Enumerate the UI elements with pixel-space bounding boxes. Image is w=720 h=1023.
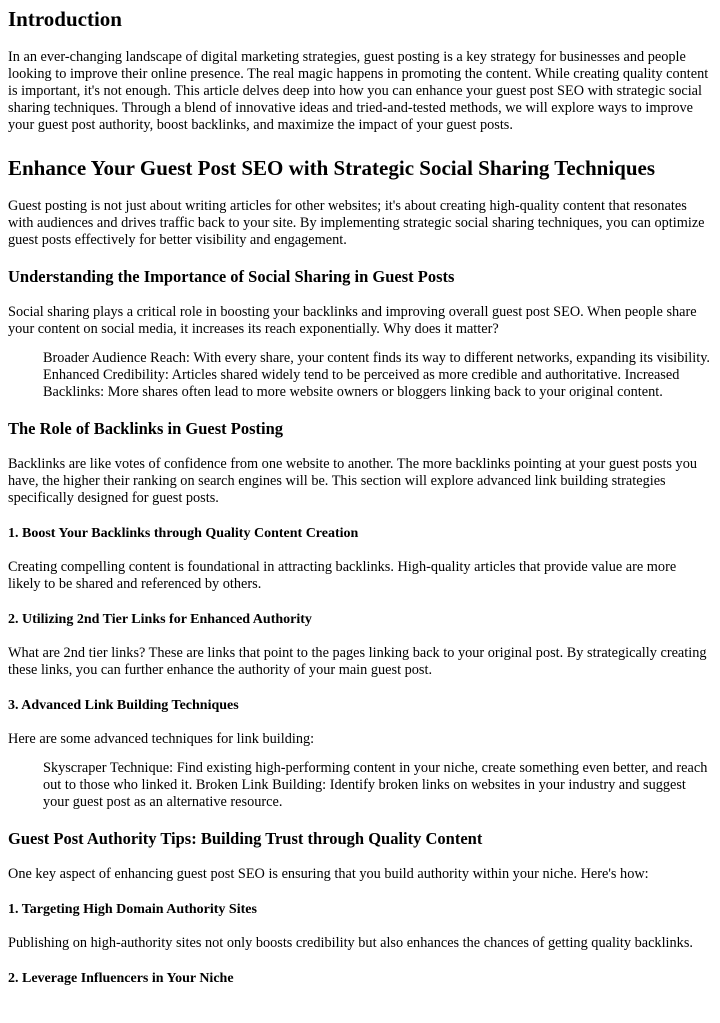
paragraph-boost-backlinks: Creating compelling content is foundational in attracting backlinks. High-quality articles that provide value are more likely to be shared and referenced by others.	[8, 559, 677, 592]
heading-role-of-backlinks: The Role of Backlinks in Guest Posting	[8, 419, 284, 438]
paragraph-advanced-link-building: Here are some advanced techniques for link building:	[8, 731, 315, 747]
list-social-sharing-benefits: Broader Audience Reach: With every share, your content finds its way to different networks, expanding its visibility. Enhanced Credibility: Articles shared widely tend to be perceived as more credible and authoritative. Increased Backlinks: More shares often lead to more website owners or bloggers linking back to your original content.	[43, 350, 710, 400]
paragraph-role-of-backlinks: Backlinks are like votes of confidence from one website to another. The more backlinks pointing at your guest posts you have, the higher their ranking on search engines will be. This section will explore advanced link building strategies specifically designed for guest posts.	[8, 456, 698, 506]
heading-boost-backlinks: 1. Boost Your Backlinks through Quality Content Creation	[8, 526, 359, 541]
heading-high-domain-authority: 1. Targeting High Domain Authority Sites	[8, 902, 257, 917]
paragraph-high-domain-authority: Publishing on high-authority sites not only boosts credibility but also enhances the chances of getting quality backlinks.	[8, 935, 693, 951]
heading-leverage-influencers: 2. Leverage Influencers in Your Niche	[8, 971, 234, 986]
heading-social-sharing-importance: Understanding the Importance of Social Sharing in Guest Posts	[8, 267, 455, 286]
heading-enhance-guest-post-seo: Enhance Your Guest Post SEO with Strategic Social Sharing Techniques	[8, 156, 656, 180]
list-link-building-techniques: Skyscraper Technique: Find existing high-performing content in your niche, create something even better, and reach out to those who linked it. Broken Link Building: Identify broken links on websites in your industry and suggest your guest post as an alternative resource.	[43, 760, 708, 810]
heading-introduction: Introduction	[8, 7, 122, 31]
heading-advanced-link-building: 3. Advanced Link Building Techniques	[8, 698, 239, 713]
paragraph-social-sharing: Social sharing plays a critical role in boosting your backlinks and improving overall guest post SEO. When people share your content on social media, it increases its reach exponentially. Why does it matter?	[8, 304, 697, 337]
article	[0, 6, 720, 988]
paragraph-2nd-tier-links: What are 2nd tier links? These are links that point to the pages linking back to your original post. By strategically creating these links, you can further enhance the authority of your main guest post.	[8, 645, 707, 678]
heading-guest-post-authority-tips: Guest Post Authority Tips: Building Trust through Quality Content	[8, 829, 483, 848]
paragraph-guest-post-authority: One key aspect of enhancing guest post SEO is ensuring that you build authority within your niche. Here's how:	[8, 866, 649, 882]
heading-2nd-tier-links: 2. Utilizing 2nd Tier Links for Enhanced Authority	[8, 612, 312, 627]
paragraph-introduction: In an ever-changing landscape of digital marketing strategies, guest posting is a key strategy for businesses and people looking to improve their online presence. The real magic happens in promoting the content. While creating quality content is important, it's not enough. This article delves deep into how you can enhance your guest post SEO with strategic social sharing techniques. Through a blend of innovative ideas and tried-and-tested methods, we will explore ways to improve your guest post authority, boost backlinks, and maximize the impact of your guest posts.	[8, 49, 709, 133]
paragraph-enhance-guest-post-seo: Guest posting is not just about writing articles for other websites; it's about creating high-quality content that resonates with audiences and drives traffic back to your site. By implementing strategic social sharing techniques, you can optimize guest posts effectively for better visibility and engagement.	[8, 198, 705, 248]
